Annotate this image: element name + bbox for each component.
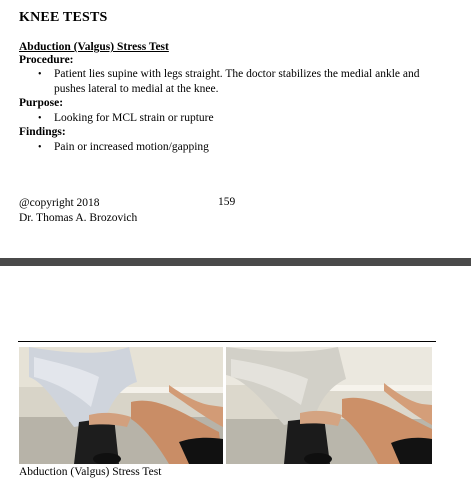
copyright-text: @copyright 2018 [19, 197, 100, 209]
bullet-icon: • [38, 142, 42, 153]
photo-valgus-test-right [226, 347, 432, 464]
horizontal-rule [18, 341, 436, 342]
findings-label: Findings: [19, 126, 66, 138]
purpose-label: Purpose: [19, 97, 64, 109]
photo-valgus-test-left [19, 347, 223, 464]
footer-copyright [19, 196, 137, 226]
purpose-text: Looking for MCL strain or rupture [54, 112, 214, 124]
page-number: 159 [218, 196, 236, 208]
author-text: Dr. Thomas A. Brozovich [19, 212, 138, 224]
section-title: Abduction (Valgus) Stress Test [19, 41, 169, 53]
document-title: KNEE TESTS [19, 10, 108, 25]
procedure-text-line1: Patient lies supine with legs straight. The doctor stabilizes the medial ankle and [54, 68, 420, 80]
procedure-label: Procedure: [19, 54, 74, 66]
bullet-icon: • [38, 69, 42, 80]
procedure-text-line2: pushes lateral to medial at the knee. [54, 83, 219, 95]
figure-caption: Abduction (Valgus) Stress Test [19, 466, 162, 478]
findings-text: Pain or increased motion/gapping [54, 141, 209, 153]
page-separator [0, 258, 471, 266]
bullet-icon: • [38, 113, 42, 124]
